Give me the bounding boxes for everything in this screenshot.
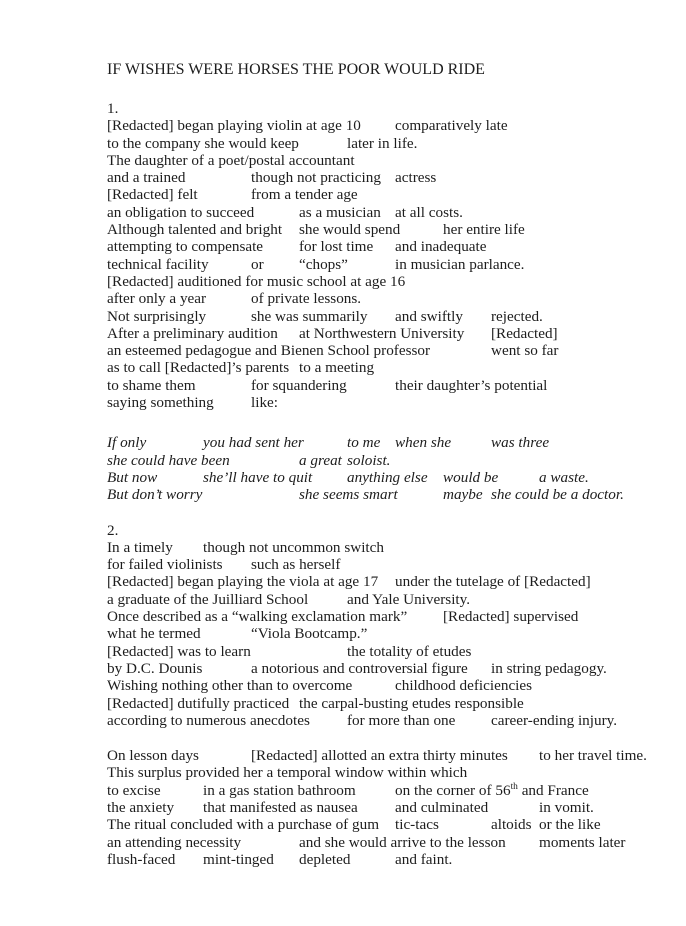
stanza bbox=[107, 434, 662, 503]
poem-line: she could have been a great soloist. bbox=[107, 451, 391, 469]
stanza-label: 1. bbox=[107, 100, 119, 117]
poem-line: to excise in a gas station bathroom on the corner of 56th and France bbox=[107, 781, 589, 799]
poem-line: an attending necessity and she would arrive to the lesson moments later bbox=[107, 833, 626, 851]
poem-line: After a preliminary audition at Northwestern University [Redacted] bbox=[107, 324, 558, 342]
poem-line: Once described as a “walking exclamation mark” [Redacted] supervised bbox=[107, 608, 579, 626]
poem-line: flush-faced mint-tinged depleted and faint. bbox=[107, 850, 453, 868]
poem-line: and a trained though not practicing actress bbox=[107, 169, 437, 187]
poem-line: On lesson days [Redacted] allotted an extra thirty minutes to her travel time. bbox=[107, 747, 647, 765]
poem-line: [Redacted] dutifully practiced the carpal-busting etudes responsible bbox=[107, 694, 524, 712]
stanza-label: 2. bbox=[107, 521, 119, 539]
poem-line: The daughter of a poet/postal accountant bbox=[107, 151, 355, 169]
stanza bbox=[107, 747, 662, 868]
poem-line: Wishing nothing other than to overcome childhood deficiencies bbox=[107, 677, 533, 695]
poem-line: an esteemed pedagogue and Bienen School professor went so far bbox=[107, 342, 559, 360]
poem-line: by D.C. Dounis a notorious and controversial figure in string pedagogy. bbox=[107, 659, 607, 677]
poem-line: In a timely though not uncommon switch bbox=[107, 538, 384, 556]
poem-line: saying something like: bbox=[107, 394, 278, 412]
poem-line: according to numerous anecdotes for more than one career-ending injury. bbox=[107, 711, 618, 729]
poem-line: as to call [Redacted]’s parents to a meeting bbox=[107, 359, 375, 377]
poem-line: But now she’ll have to quit anything else would be a waste. bbox=[107, 468, 589, 486]
poem-line: Although talented and bright she would spend her entire life bbox=[107, 221, 525, 239]
poem-line: [Redacted] began playing violin at age 10 comparatively late bbox=[107, 117, 508, 135]
poem-line: [Redacted] felt from a tender age bbox=[107, 186, 358, 204]
poem-line: the anxiety that manifested as nausea and culminated in vomit. bbox=[107, 798, 594, 816]
poem-title: IF WISHES WERE HORSES THE POOR WOULD RIDE bbox=[107, 61, 485, 78]
stanza bbox=[107, 522, 662, 730]
poem-line: But don’t worry she seems smart maybe she could be a doctor. bbox=[107, 486, 624, 504]
poem-line: attempting to compensate for lost time and inadequate bbox=[107, 238, 487, 256]
poem-line: technical facility or “chops” in musician parlance. bbox=[107, 255, 525, 273]
poem-line: [Redacted] auditioned for music school at age 16 bbox=[107, 272, 406, 290]
poem-line: If only you had sent her to me when she was three bbox=[107, 434, 550, 452]
poem-line: to shame them for squandering their daughter’s potential bbox=[107, 376, 548, 394]
poem-line: [Redacted] was to learn the totality of etudes bbox=[107, 642, 472, 660]
poem-line: for failed violinists such as herself bbox=[107, 556, 341, 574]
poem-line: Not surprisingly she was summarily and swiftly rejected. bbox=[107, 307, 543, 325]
poem-body bbox=[107, 100, 662, 868]
poem-line: after only a year of private lessons. bbox=[107, 290, 362, 308]
poem-line: [Redacted] began playing the viola at age 17 under the tutelage of [Redacted] bbox=[107, 573, 591, 591]
poem-line: an obligation to succeed as a musician at all costs. bbox=[107, 203, 463, 221]
poem-line: to the company she would keep later in life. bbox=[107, 134, 418, 152]
stanza bbox=[107, 100, 662, 411]
poem-line: a graduate of the Juilliard School and Yale University. bbox=[107, 590, 471, 608]
poem-line: This surplus provided her a temporal window within which bbox=[107, 764, 468, 782]
poem-line: The ritual concluded with a purchase of gum tic-tacs altoids or the like bbox=[107, 816, 601, 834]
poem-line: what he termed “Viola Bootcamp.” bbox=[107, 625, 368, 643]
